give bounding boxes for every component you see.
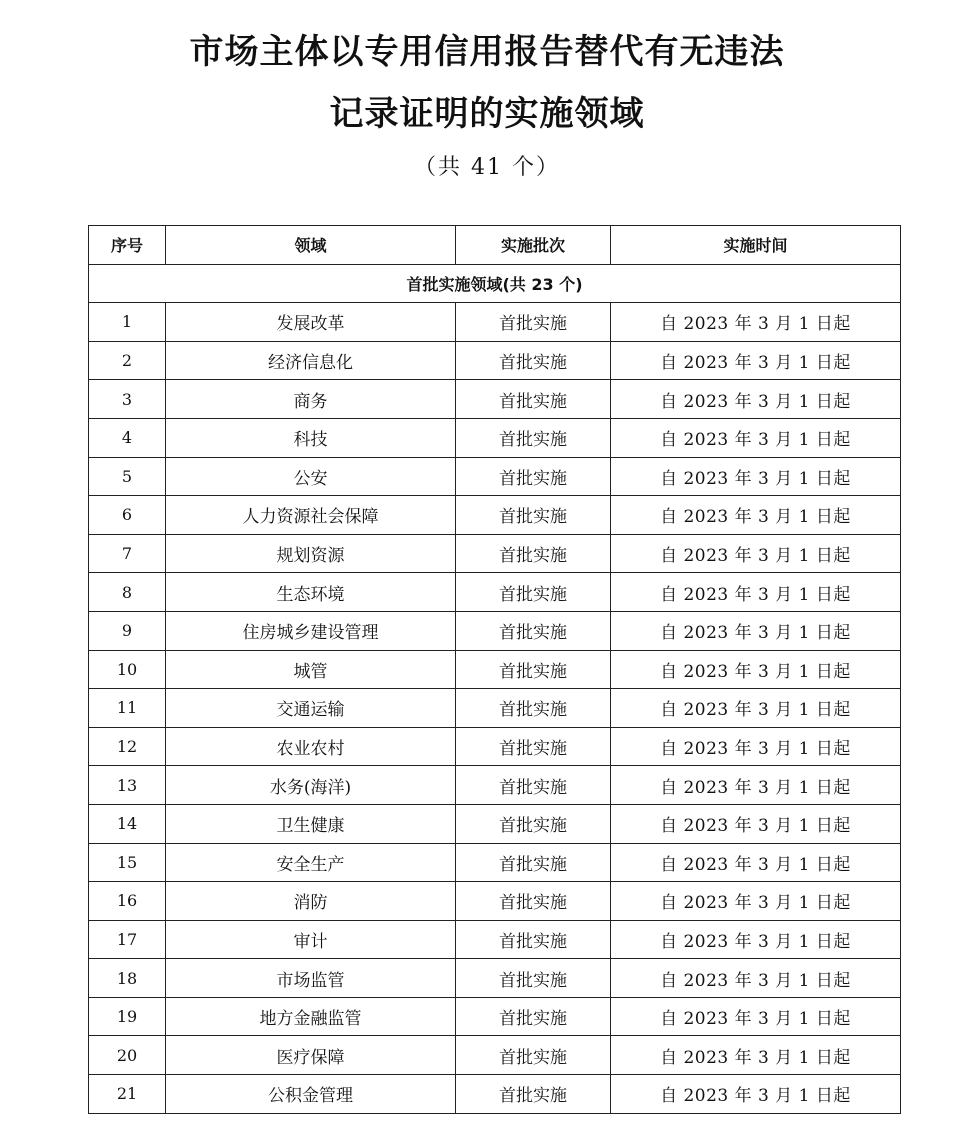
table-row [89,457,901,496]
row-batch: 首批实施 [456,843,611,882]
row-field: 地方金融监管 [166,997,456,1036]
row-time: 自 2023 年 3 月 1 日起 [611,804,901,843]
row-batch: 首批实施 [456,380,611,419]
row-time: 自 2023 年 3 月 1 日起 [611,1036,901,1075]
row-time: 自 2023 年 3 月 1 日起 [611,843,901,882]
row-time: 自 2023 年 3 月 1 日起 [611,997,901,1036]
table-row [89,380,901,419]
row-batch: 首批实施 [456,573,611,612]
page-title-line2: 记录证明的实施领域 [329,94,645,134]
section-label: 首批实施领域(共 23 个) [89,264,901,303]
row-batch: 首批实施 [456,341,611,380]
row-field: 公安 [166,457,456,496]
row-batch: 首批实施 [456,804,611,843]
table-row [89,534,901,573]
row-number: 21 [89,1075,166,1114]
domains-table [88,225,901,1114]
row-batch: 首批实施 [456,457,611,496]
row-time: 自 2023 年 3 月 1 日起 [611,303,901,342]
table-row [89,959,901,998]
row-time: 自 2023 年 3 月 1 日起 [611,611,901,650]
row-number: 10 [89,650,166,689]
row-number: 8 [89,573,166,612]
row-number: 9 [89,611,166,650]
row-time: 自 2023 年 3 月 1 日起 [611,573,901,612]
row-batch: 首批实施 [456,959,611,998]
row-number: 14 [89,804,166,843]
header-no: 序号 [89,226,166,265]
table-row [89,843,901,882]
row-number: 11 [89,689,166,728]
row-field: 审计 [166,920,456,959]
table-header-row [89,226,901,265]
row-number: 18 [89,959,166,998]
row-number: 13 [89,766,166,805]
row-number: 16 [89,882,166,921]
row-time: 自 2023 年 3 月 1 日起 [611,689,901,728]
row-field: 医疗保障 [166,1036,456,1075]
row-batch: 首批实施 [456,611,611,650]
row-field: 水务(海洋) [166,766,456,805]
row-batch: 首批实施 [456,997,611,1036]
row-batch: 首批实施 [456,650,611,689]
row-number: 4 [89,418,166,457]
table-row [89,418,901,457]
table-row [89,804,901,843]
row-number: 2 [89,341,166,380]
table-row [89,882,901,921]
row-batch: 首批实施 [456,727,611,766]
row-field: 城管 [166,650,456,689]
row-field: 生态环境 [166,573,456,612]
row-number: 1 [89,303,166,342]
page-title-line1: 市场主体以专用信用报告替代有无违法 [189,32,785,72]
row-number: 6 [89,496,166,535]
table-row [89,1075,901,1114]
row-time: 自 2023 年 3 月 1 日起 [611,341,901,380]
row-time: 自 2023 年 3 月 1 日起 [611,457,901,496]
row-batch: 首批实施 [456,689,611,728]
table-row [89,727,901,766]
row-time: 自 2023 年 3 月 1 日起 [611,766,901,805]
row-number: 20 [89,1036,166,1075]
row-time: 自 2023 年 3 月 1 日起 [611,650,901,689]
row-batch: 首批实施 [456,418,611,457]
row-time: 自 2023 年 3 月 1 日起 [611,882,901,921]
header-batch: 实施批次 [456,226,611,265]
row-batch: 首批实施 [456,303,611,342]
row-field: 消防 [166,882,456,921]
row-number: 5 [89,457,166,496]
table-row [89,496,901,535]
row-time: 自 2023 年 3 月 1 日起 [611,920,901,959]
table-row [89,1036,901,1075]
row-field: 交通运输 [166,689,456,728]
row-field: 安全生产 [166,843,456,882]
row-time: 自 2023 年 3 月 1 日起 [611,418,901,457]
row-batch: 首批实施 [456,920,611,959]
row-time: 自 2023 年 3 月 1 日起 [611,959,901,998]
row-field: 规划资源 [166,534,456,573]
row-batch: 首批实施 [456,1036,611,1075]
table-row [89,920,901,959]
row-batch: 首批实施 [456,496,611,535]
row-number: 17 [89,920,166,959]
table-row [89,650,901,689]
row-batch: 首批实施 [456,534,611,573]
page-subtitle: （共 41 个） [414,155,560,180]
row-number: 19 [89,997,166,1036]
row-batch: 首批实施 [456,1075,611,1114]
row-field: 市场监管 [166,959,456,998]
table-row [89,573,901,612]
table-row [89,766,901,805]
row-number: 7 [89,534,166,573]
table-row [89,997,901,1036]
header-field: 领域 [166,226,456,265]
table-row [89,689,901,728]
table-row [89,611,901,650]
row-field: 发展改革 [166,303,456,342]
row-time: 自 2023 年 3 月 1 日起 [611,496,901,535]
row-field: 人力资源社会保障 [166,496,456,535]
row-field: 商务 [166,380,456,419]
header-time: 实施时间 [611,226,901,265]
row-time: 自 2023 年 3 月 1 日起 [611,380,901,419]
table-row [89,303,901,342]
row-field: 公积金管理 [166,1075,456,1114]
row-time: 自 2023 年 3 月 1 日起 [611,1075,901,1114]
row-time: 自 2023 年 3 月 1 日起 [611,534,901,573]
row-field: 科技 [166,418,456,457]
row-number: 12 [89,727,166,766]
row-field: 住房城乡建设管理 [166,611,456,650]
row-field: 卫生健康 [166,804,456,843]
row-field: 农业农村 [166,727,456,766]
table-row [89,341,901,380]
row-number: 3 [89,380,166,419]
row-batch: 首批实施 [456,882,611,921]
section-row [89,264,901,303]
row-time: 自 2023 年 3 月 1 日起 [611,727,901,766]
row-number: 15 [89,843,166,882]
row-batch: 首批实施 [456,766,611,805]
row-field: 经济信息化 [166,341,456,380]
